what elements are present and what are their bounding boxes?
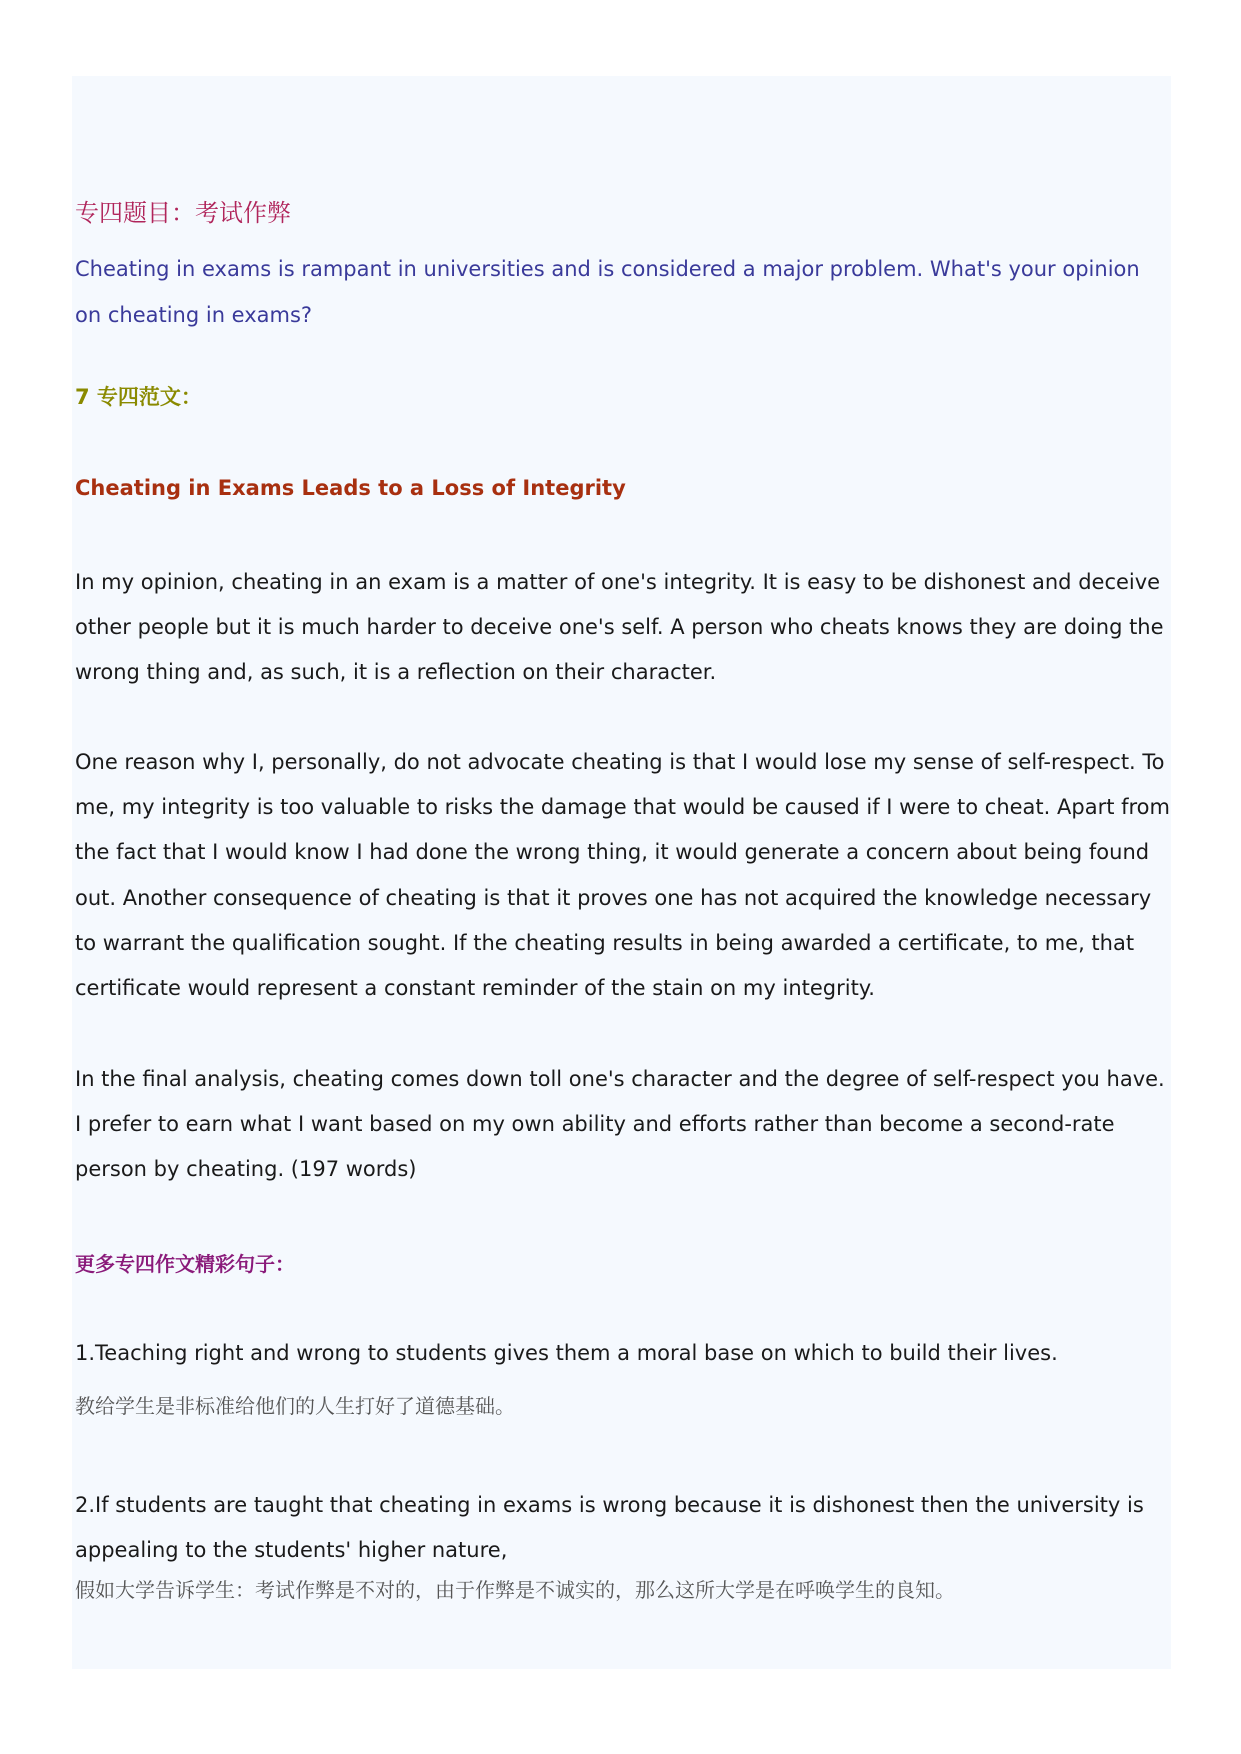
topic-prompt: Cheating in exams is rampant in universities and is considered a major problem. What's your opinion on cheating in exams? bbox=[75, 257, 1140, 327]
essay-paragraph: In the final analysis, cheating comes down toll one's character and the degree of self-respect you have. I prefer to earn what I want based on my own ability and efforts rather than become a second-rate person by cheating. (197 words) bbox=[75, 1067, 1165, 1182]
more-sentences-label: 更多专四作文精彩句子： bbox=[75, 1252, 295, 1276]
sentence-chinese: 假如大学告诉学生：考试作弊是不对的，由于作弊是不诚实的，那么这所大学是在呼唤学生的良知。 bbox=[75, 1578, 955, 1602]
sample-essay-label: 7 专四范文： bbox=[75, 385, 202, 409]
essay-paragraph: One reason why I, personally, do not advocate cheating is that I would lose my sense of self-respect. To me, my integrity is too valuable to risks the damage that would be caused if I were to cheat. Apart from the fact that I would know I had done the wrong thing, it would generate a concern about being found out. Another consequence of cheating is that it proves one has not acquired the knowledge necessary to warrant the qualification sought. If the cheating results in being awarded a certificate, to me, that certificate would represent a constant reminder of the stain on my integrity. bbox=[75, 750, 1170, 1001]
sentence-english: 1.Teaching right and wrong to students gives them a moral base on which to build their lives. bbox=[75, 1341, 1058, 1365]
essay-title: Cheating in Exams Leads to a Loss of Integrity bbox=[75, 476, 626, 500]
essay-paragraph: In my opinion, cheating in an exam is a matter of one's integrity. It is easy to be dishonest and deceive other people but it is much harder to deceive one's self. A person who cheats knows they are doing the wrong thing and, as such, it is a reflection on their character. bbox=[75, 570, 1164, 685]
sentence-english: 2.If students are taught that cheating in exams is wrong because it is dishonest then the university is appealing to the students' higher nature, bbox=[75, 1493, 1144, 1562]
topic-title: 专四题目：考试作弊 bbox=[75, 199, 291, 227]
sentence-chinese: 教给学生是非标准给他们的人生打好了道德基础。 bbox=[75, 1394, 515, 1418]
